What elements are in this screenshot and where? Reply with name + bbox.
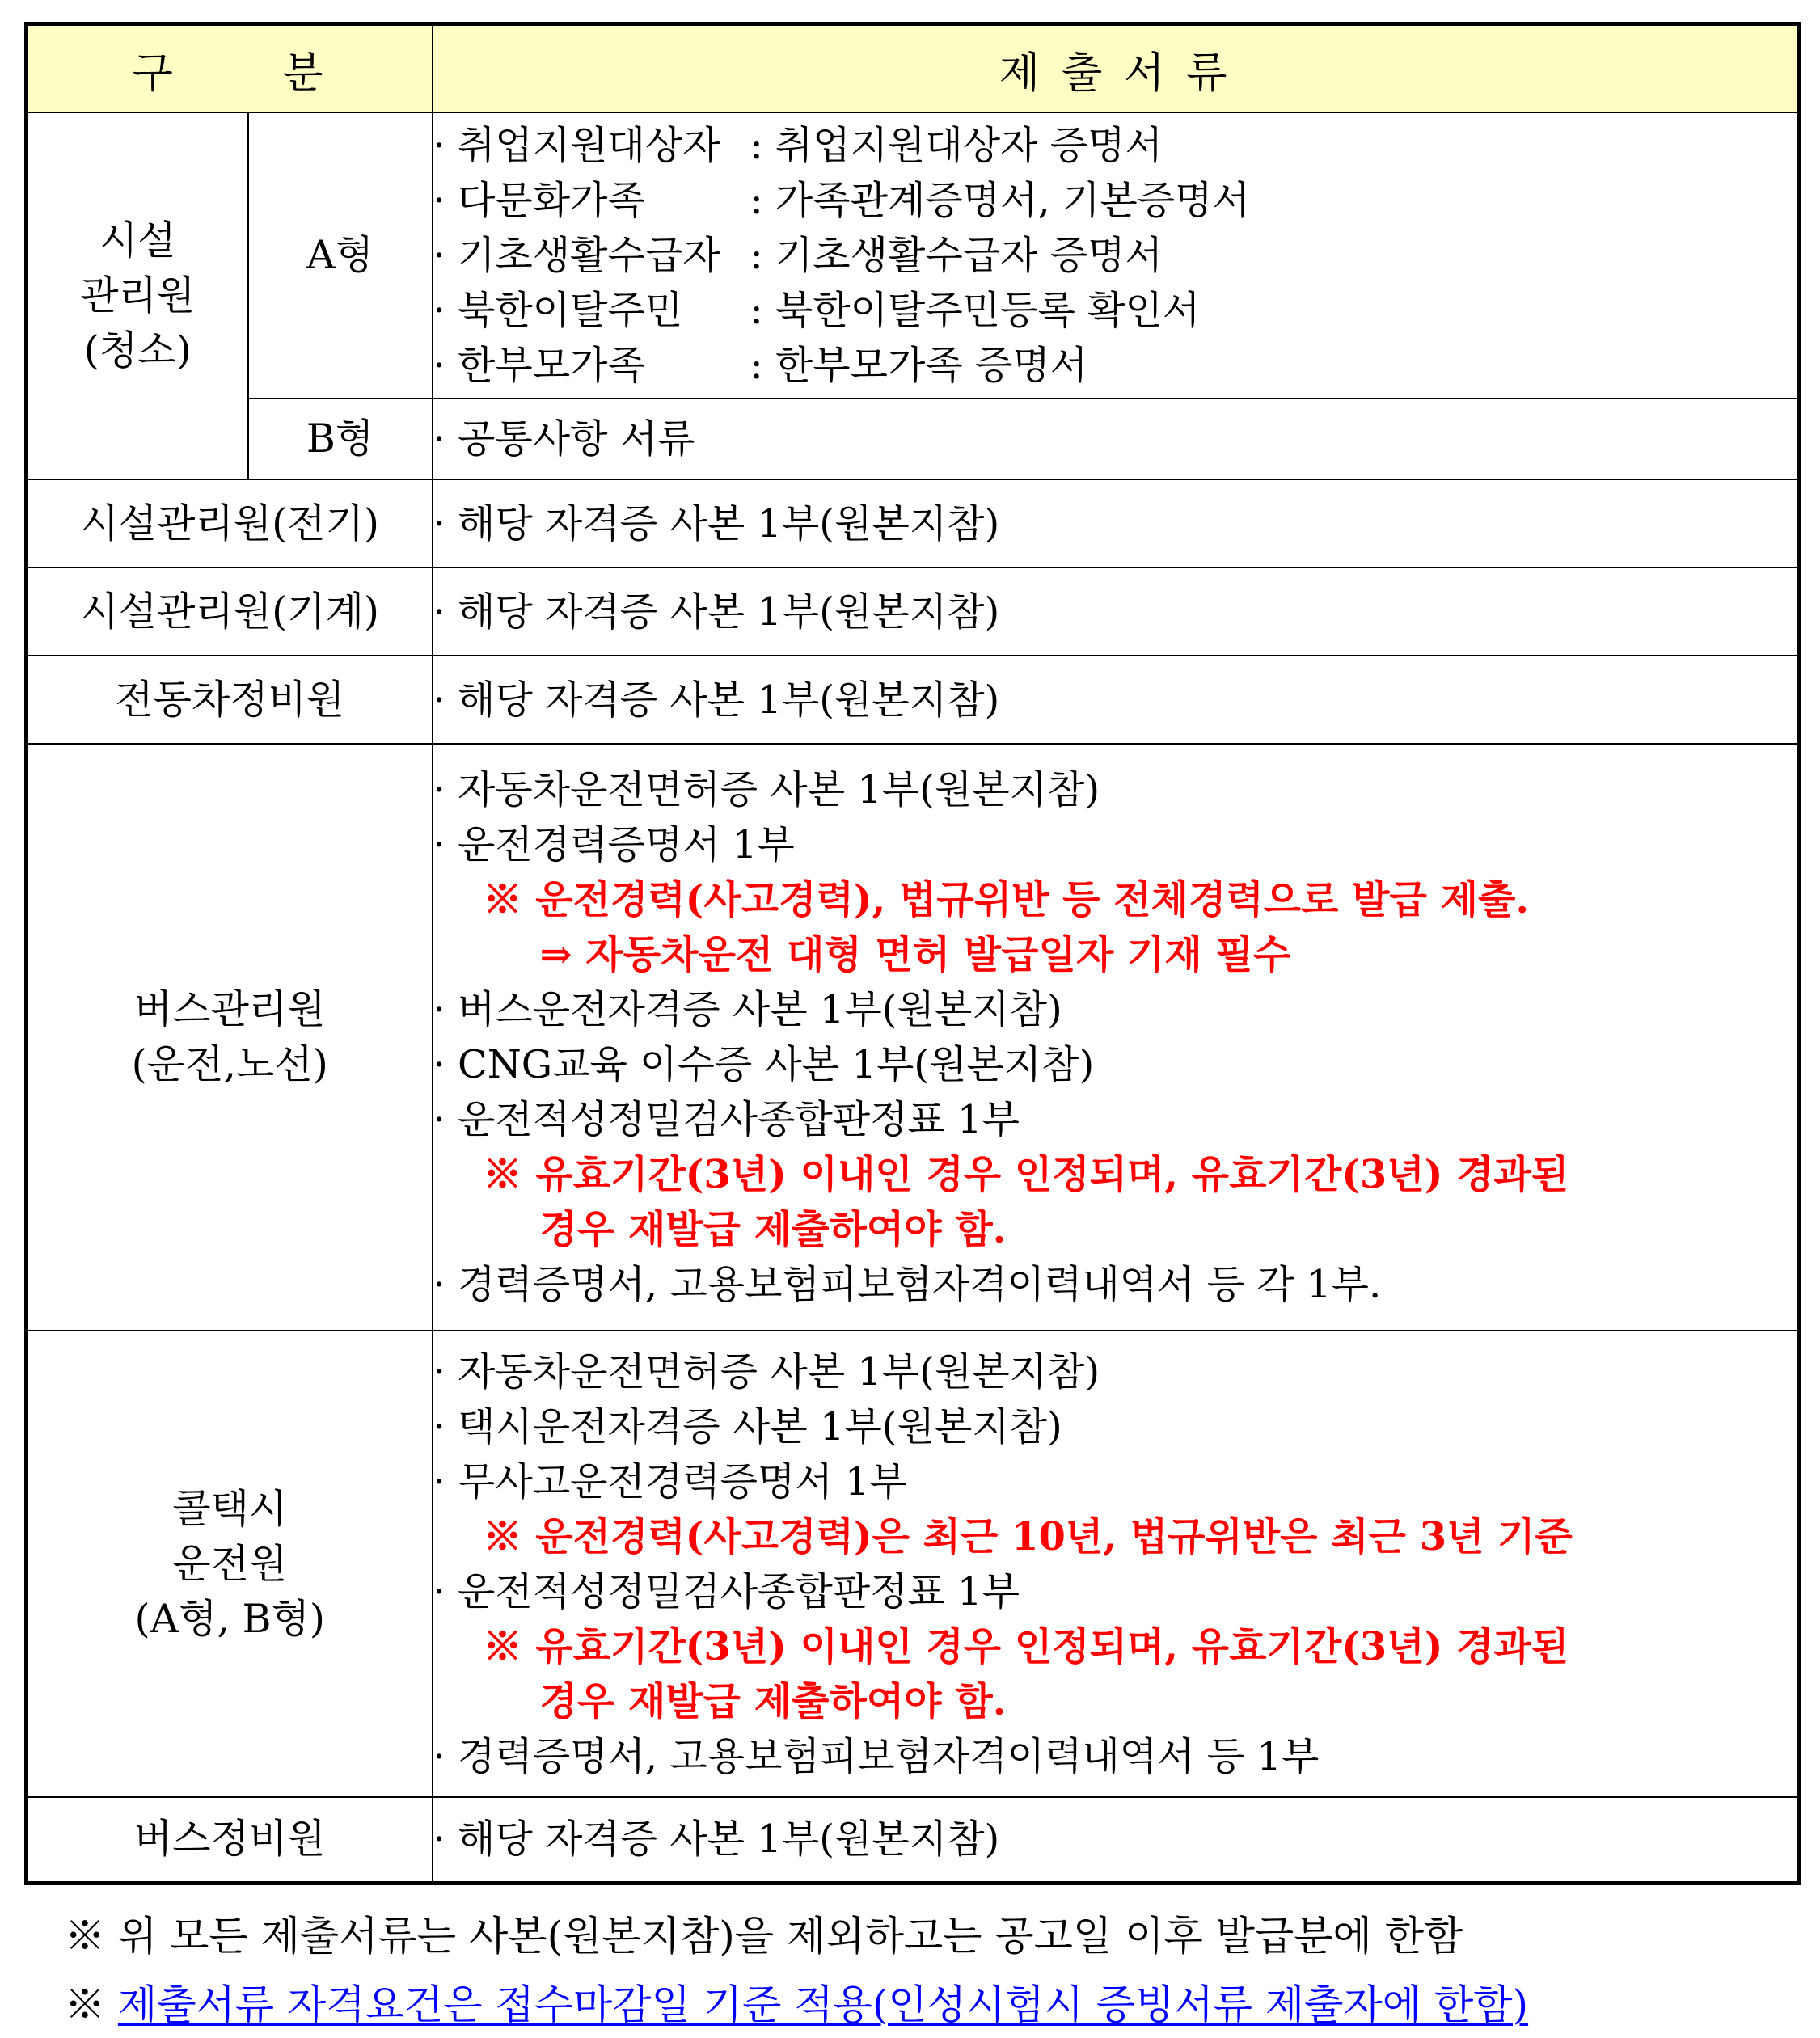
category-ev-mechanic: 전동차정비원 xyxy=(27,656,433,744)
documents-ev-mechanic: · 해당 자격증 사본 1부(원본지참) xyxy=(433,656,1800,744)
footnote-2 xyxy=(65,1973,1528,2031)
list-item: · 운전경력증명서 1부 xyxy=(433,822,795,867)
footnote-2-mark: ※ xyxy=(65,1981,105,2028)
table-row xyxy=(27,744,1800,1331)
category-facility-cleaning: 시설 관리원 (청소) xyxy=(27,112,248,479)
warning-note: 경우 재발급 제출하여야 함. xyxy=(539,1678,1007,1724)
category-bus-mechanic: 버스정비원 xyxy=(27,1797,433,1883)
table-row xyxy=(27,112,1800,399)
table-row xyxy=(27,568,1800,656)
type-a-label: A형 xyxy=(248,112,433,399)
category-bus-manager: 버스관리원 (운전,노선) xyxy=(27,744,433,1331)
category-facility-electric: 시설관리원(전기) xyxy=(27,479,433,568)
footnote-2-link-text: 제출서류 자격요건은 접수마감일 기준 적용(인성시험시 증빙서류 제출자에 한함) xyxy=(117,1981,1529,2028)
type-a-documents xyxy=(433,112,1800,399)
table-row xyxy=(27,399,1800,479)
required-documents-table xyxy=(24,22,1801,1885)
type-b-label: B형 xyxy=(248,399,433,479)
warning-note: ※ 운전경력(사고경력), 법규위반 등 전체경력으로 발급 제출. xyxy=(483,877,1530,922)
header-documents: 제 출 서 류 xyxy=(433,24,1800,113)
list-item: · 한부모가족 : 한부모가족 증명서 xyxy=(433,343,1088,388)
list-item: · 기초생활수급자 : 기초생활수급자 증명서 xyxy=(433,233,1163,278)
footnote-1: ※ 위 모든 제출서류는 사본(원본지참)을 제외하고는 공고일 이후 발급분에 한함 xyxy=(65,1913,1463,1960)
table-header-row xyxy=(27,24,1800,113)
list-item: · CNG교육 이수증 사본 1부(원본지참) xyxy=(433,1042,1095,1087)
warning-note: ⇒ 자동차운전 대형 면허 발급일자 기재 필수 xyxy=(539,932,1291,977)
documents-facility-machine: · 해당 자격증 사본 1부(원본지참) xyxy=(433,568,1800,656)
documents-bus-manager xyxy=(433,744,1800,1331)
category-facility-machine: 시설관리원(기계) xyxy=(27,568,433,656)
category-call-taxi: 콜택시 운전원 (A형, B형) xyxy=(27,1331,433,1797)
list-item: · 다문화가족 : 가족관계증명서, 기본증명서 xyxy=(433,178,1250,223)
documents-facility-electric: · 해당 자격증 사본 1부(원본지참) xyxy=(433,479,1800,568)
header-category: 구 분 xyxy=(27,24,433,113)
list-item: · 북한이탈주민 : 북한이탈주민등록 확인서 xyxy=(433,288,1201,333)
list-item: · 무사고운전경력증명서 1부 xyxy=(433,1458,907,1504)
warning-note: 경우 재발급 제출하여야 함. xyxy=(539,1207,1007,1252)
list-item: · 자동차운전면허증 사본 1부(원본지참) xyxy=(433,1348,1100,1395)
list-item: · 자동차운전면허증 사본 1부(원본지참) xyxy=(433,767,1100,812)
list-item: · 운전적성정밀검사종합판정표 1부 xyxy=(433,1097,1020,1142)
warning-note: ※ 유효기간(3년) 이내인 경우 인정되며, 유효기간(3년) 경과된 xyxy=(483,1623,1569,1669)
documents-bus-mechanic: · 해당 자격증 사본 1부(원본지참) xyxy=(433,1797,1800,1883)
type-b-documents: · 공통사항 서류 xyxy=(433,399,1800,479)
list-item: · 경력증명서, 고용보험피보험자격이력내역서 등 각 1부. xyxy=(433,1262,1382,1307)
warning-note: ※ 운전경력(사고경력)은 최근 10년, 법규위반은 최근 3년 기준 xyxy=(483,1513,1573,1559)
table-row xyxy=(27,479,1800,568)
list-item: · 택시운전자격증 사본 1부(원본지참) xyxy=(433,1403,1062,1449)
table-row xyxy=(27,1331,1800,1797)
warning-note: ※ 유효기간(3년) 이내인 경우 인정되며, 유효기간(3년) 경과된 xyxy=(483,1152,1569,1197)
table-row xyxy=(27,1797,1800,1883)
list-item: · 버스운전자격증 사본 1부(원본지참) xyxy=(433,987,1062,1032)
table-row xyxy=(27,656,1800,744)
list-item: · 경력증명서, 고용보험피보험자격이력내역서 등 1부 xyxy=(433,1733,1320,1779)
documents-call-taxi xyxy=(433,1331,1800,1797)
list-item: · 취업지원대상자 : 취업지원대상자 증명서 xyxy=(433,123,1163,168)
list-item: · 운전적성정밀검사종합판정표 1부 xyxy=(433,1568,1020,1614)
